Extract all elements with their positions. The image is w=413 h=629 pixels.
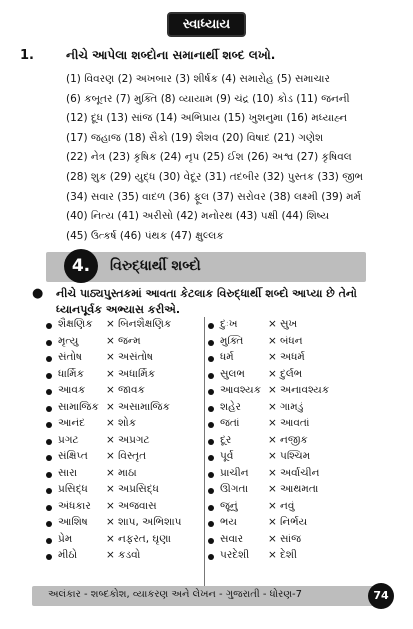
antonym-row [208, 367, 368, 384]
opposite-word: જન્મ [118, 334, 141, 347]
word: સંક્ષિપ્ત [58, 450, 88, 462]
bullet-icon [208, 472, 214, 478]
separator: × [106, 384, 115, 396]
separator: × [268, 549, 277, 561]
antonym-row [46, 466, 206, 483]
antonym-row [208, 383, 368, 400]
word-line: (17) જહાજ (18) સૈકો (19) શૈશવ (20) વિષાદ (21) ગણેશ [66, 131, 324, 144]
antonym-row [46, 482, 206, 499]
separator: × [268, 334, 277, 347]
opposite-word: અસંતોષ [118, 351, 154, 363]
antonym-row [208, 449, 368, 466]
opposite-word: નફરત, ઘૃણા [118, 532, 171, 545]
word: દૂર [220, 433, 232, 446]
word-line: (28) શુક (29) યુદ્ધ (30) વેદૂર (31) તદબીર (32) પુસ્તક (33) જીભ [66, 170, 364, 183]
section-header [46, 252, 366, 282]
word-line: (6) કબૂતર (7) મુક્તિ (8) વ્યાયામ (9) ચંદ્ર (10) કોડ (11) જનની [66, 92, 350, 105]
bullet-icon [46, 356, 52, 362]
antonym-row [208, 416, 368, 433]
word-line: (1) વિવરણ (2) અખબાર (3) શીર્ષક (4) સમારોહ (5) સમાચાર [66, 73, 330, 85]
section-badge: સ્વાધ્યાય [167, 12, 246, 37]
footer-text: અલંકાર - શબ્દકોશ, વ્યાકરણ અને લેખન - ગુજરાતી - ધોરણ-7 [48, 589, 303, 600]
antonym-row [46, 433, 206, 450]
separator: × [106, 450, 115, 462]
separator: × [268, 351, 277, 363]
opposite-word: સુખ [280, 318, 298, 330]
bullet-icon [208, 406, 214, 412]
word: પ્રેમ [58, 532, 73, 545]
word: અંધકાર [58, 499, 91, 512]
separator: × [106, 516, 115, 528]
antonym-row [208, 466, 368, 483]
opposite-word: દુર્લભ [280, 367, 303, 380]
section-title: વિરુદ્ધાર્થી શબ્દો [110, 258, 201, 274]
opposite-word: અનાવશ્યક [280, 384, 330, 396]
antonym-column-left [46, 317, 206, 565]
page-number: 74 [368, 583, 394, 609]
opposite-word: વિસ્તૃત [118, 450, 147, 462]
bullet-icon [46, 554, 52, 560]
opposite-word: નિર્ભય [280, 516, 308, 528]
bullet-icon [208, 439, 214, 445]
separator: × [106, 483, 115, 495]
word: શૈક્ષણિક [58, 318, 93, 330]
antonym-row [208, 334, 368, 351]
antonym-row [208, 548, 368, 565]
bullet-icon [46, 340, 52, 346]
antonym-row [208, 515, 368, 532]
separator: × [106, 318, 115, 330]
antonym-row [46, 334, 206, 351]
separator: × [268, 483, 277, 495]
separator: × [268, 318, 277, 330]
word: મૃત્યુ [58, 334, 79, 347]
separator: × [268, 433, 277, 446]
opposite-word: દેશી [280, 549, 297, 561]
bullet-icon [46, 455, 52, 461]
separator: × [106, 466, 115, 479]
separator: × [106, 400, 115, 413]
word: આશિષ [58, 516, 88, 528]
word: દુઃખ [220, 318, 238, 330]
bullet-icon [46, 373, 52, 379]
separator: × [106, 367, 115, 380]
opposite-word: અપ્રસિદ્ધ [118, 483, 159, 495]
word: પ્રસિદ્ધ [58, 483, 88, 495]
bullet-icon [208, 455, 214, 461]
word: સવાર [220, 532, 244, 545]
opposite-word: નજીક [280, 433, 308, 446]
word: આનંદ [58, 417, 86, 429]
bullet-icon [46, 323, 52, 329]
bullet-icon [46, 521, 52, 527]
separator: × [268, 499, 277, 512]
column-divider [204, 317, 205, 587]
bullet-icon [208, 521, 214, 527]
opposite-word: આથમતા [280, 483, 319, 495]
opposite-word: સાંજ [280, 532, 302, 545]
word: પ્રગટ [58, 433, 79, 446]
word: સંતોષ [58, 351, 82, 363]
opposite-word: અજવાસ [118, 499, 157, 512]
antonym-row [208, 433, 368, 450]
opposite-word: પશ્ચિમ [280, 450, 311, 462]
bullet-icon [208, 389, 214, 395]
opposite-word: અધર્મ [280, 351, 305, 363]
word: જૂનું [220, 499, 238, 512]
separator: × [106, 433, 115, 446]
antonym-row [46, 499, 206, 516]
question-text: નીચે આપેલા શબ્દોના સમાનાર્થી શબ્દ લખો. [66, 48, 276, 62]
section-number: 4. [64, 249, 98, 283]
antonym-row [46, 350, 206, 367]
question-number: 1. [20, 48, 34, 63]
word-list [66, 70, 396, 246]
bullet-icon [208, 488, 214, 494]
word: સામાજિક [58, 400, 99, 413]
bullet-icon [208, 505, 214, 511]
bullet-icon [46, 422, 52, 428]
opposite-word: માઠા [118, 466, 137, 479]
bullet-icon [208, 340, 214, 346]
bullet-icon [208, 373, 214, 379]
word: પ્રાચીન [220, 466, 249, 479]
separator: × [268, 400, 277, 413]
opposite-word: અધાર્મિક [118, 367, 156, 380]
opposite-word: કડવો [118, 549, 141, 561]
bullet-icon [46, 406, 52, 412]
bullet-icon [208, 554, 214, 560]
footer [32, 586, 388, 606]
opposite-word: જાવક [118, 384, 145, 396]
word: સારા [58, 466, 78, 479]
separator: × [268, 450, 277, 462]
separator: × [106, 532, 115, 545]
word-line: (40) નિત્ય (41) અરીસો (42) મનોરથ (43) પક્ષી (44) શિષ્ય [66, 210, 330, 223]
opposite-word: બિનશૈક્ષણિક [118, 318, 172, 330]
bullet-icon [46, 538, 52, 544]
word: આવશ્યક [220, 384, 262, 396]
opposite-word: શોક [118, 417, 137, 429]
separator: × [268, 384, 277, 396]
antonym-row [208, 482, 368, 499]
antonym-row [208, 400, 368, 417]
antonym-column-right [208, 317, 368, 565]
word-line: (22) નેત્ર (23) કૃષિક (24) નૃપ (25) ઈશ (26) અશ્વ (27) કૃષિવલ [66, 151, 352, 164]
opposite-word: નવું [280, 499, 295, 512]
bullet-icon [208, 422, 214, 428]
bullet-icon [208, 538, 214, 544]
intro-text: નીચે પાઠ્યપુસ્તકમાં આવતા કેટલાક વિરુદ્ધાર્થી શબ્દો આપ્યા છે તેનો ધ્યાનપૂર્વક અભ્યાસ કરીએ. [56, 287, 357, 316]
separator: × [268, 367, 277, 380]
separator: × [268, 516, 277, 528]
word: શહેર [220, 400, 241, 413]
word-line: (45) ઉત્કર્ષ (46) પંથક (47) ક્ષુલ્લક [66, 229, 224, 242]
opposite-word: અર્વાચીન [280, 466, 320, 479]
word: સુલભ [220, 367, 245, 380]
antonym-row [208, 499, 368, 516]
word: ધાર્મિક [58, 367, 85, 380]
word: પરદેશી [220, 549, 250, 561]
antonym-row [46, 400, 206, 417]
antonym-row [46, 416, 206, 433]
antonym-row [46, 532, 206, 549]
antonym-row [46, 548, 206, 565]
bullet-icon [46, 389, 52, 395]
word: મીઠો [58, 549, 78, 561]
antonym-row [46, 367, 206, 384]
separator: × [106, 417, 115, 429]
word-line: (34) સવાર (35) વાદળ (36) ફૂલ (37) સરોવર (38) લક્ષ્મી (39) મર્મ [66, 190, 361, 203]
antonym-row [46, 383, 206, 400]
antonym-row [46, 449, 206, 466]
word: ઊગતા [220, 483, 249, 495]
word: ધર્મ [220, 351, 234, 363]
word-line: (12) દૂધ (13) સાંજ (14) અભિપ્રાય (15) ખુશનુમા (16) મધ્યાહ્ન [66, 112, 348, 125]
antonym-row [208, 317, 368, 334]
bullet-icon [46, 439, 52, 445]
opposite-word: ગામડું [280, 400, 304, 413]
word: મુક્તિ [220, 334, 244, 347]
opposite-word: અસામાજિક [118, 400, 170, 413]
bullet-icon [46, 505, 52, 511]
opposite-word: આવતાં [280, 417, 310, 429]
opposite-word: અપ્રગટ [118, 433, 150, 446]
antonym-row [46, 515, 206, 532]
antonym-row [46, 317, 206, 334]
opposite-word: બંધન [280, 334, 303, 347]
bullet-icon: ● [32, 286, 44, 301]
separator: × [106, 549, 115, 561]
header [0, 12, 413, 37]
separator: × [106, 334, 115, 347]
separator: × [268, 532, 277, 545]
bullet-icon [46, 488, 52, 494]
bullet-icon [208, 323, 214, 329]
word: ભય [220, 516, 237, 528]
word: આવક [58, 384, 86, 396]
bullet-icon [46, 472, 52, 478]
antonym-row [208, 532, 368, 549]
separator: × [106, 351, 115, 363]
word: પૂર્વ [220, 450, 234, 462]
word: જતાં [220, 417, 240, 429]
antonym-row [208, 350, 368, 367]
separator: × [268, 466, 277, 479]
opposite-word: શાપ, અભિશાપ [118, 516, 182, 528]
bullet-icon [208, 356, 214, 362]
separator: × [268, 417, 277, 429]
separator: × [106, 499, 115, 512]
